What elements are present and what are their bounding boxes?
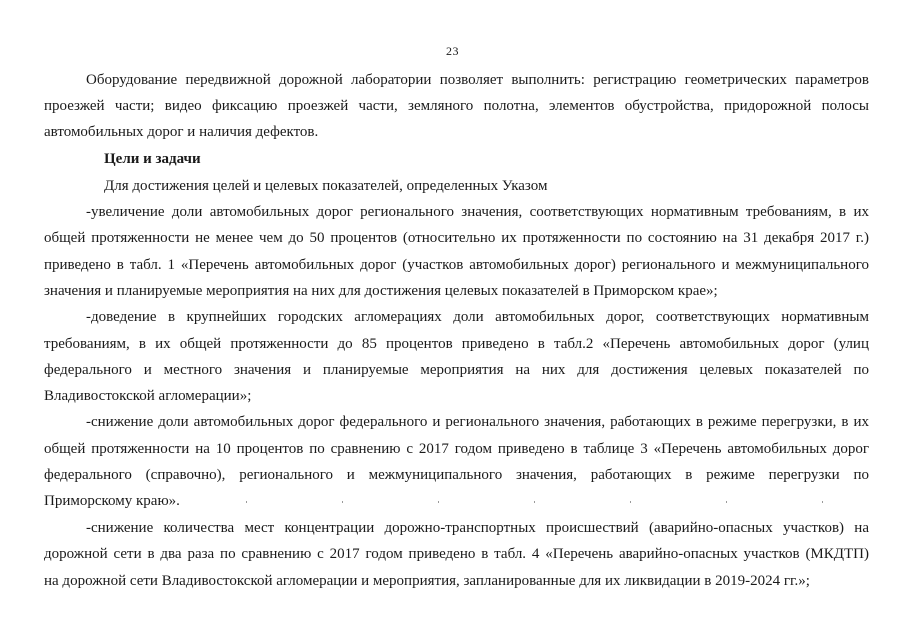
item-4-line-1: -снижение количества мест концентрации дорожно-транспортных происшествий (аварийно-опасных участков) на xyxy=(86,520,869,536)
section-heading: Цели и задачи xyxy=(104,151,201,167)
scan-speck xyxy=(630,501,631,503)
scan-speck xyxy=(438,501,439,503)
item-2-line-4: Владивостокской агломерации»; xyxy=(44,388,252,404)
item-2-line-1: -доведение в крупнейших городских агломерациях доли автомобильных дорог, соответствующих нормативным xyxy=(86,309,869,325)
item-2-line-3: федерального и местного значения и планируемые мероприятия на них для достижения целевых показателей по xyxy=(44,362,869,378)
item-1-line-4: значения и планируемые мероприятия на них для достижения целевых показателей в Приморском крае»; xyxy=(44,283,718,299)
item-3-line-1: -снижение доли автомобильных дорог федерального и регионального значения, работающих в режиме перегрузки, в их xyxy=(86,414,869,430)
item-1-line-3: приведено в табл. 1 «Перечень автомобильных дорог (участков автомобильных дорог) регионального и межмуниципального xyxy=(44,257,869,273)
item-3-line-3: федерального (справочно), регионального и межмуниципального значения, работающих в режиме перегрузки по xyxy=(44,467,869,483)
page-number: 23 xyxy=(446,44,459,58)
item-3-line-2: общей протяженности на 10 процентов по сравнению с 2017 годом приведено в таблице 3 «Перечень автомобильных дорог xyxy=(44,441,869,457)
item-4-line-3: на дорожной сети Владивостокской агломерации и мероприятия, запланированные для их ликвидации в 2019-2024 гг.»; xyxy=(44,573,810,589)
scan-speck xyxy=(246,501,247,503)
intro-line-3: автомобильных дорог и наличия дефектов. xyxy=(44,124,319,140)
item-4-line-2: дорожной сети в два раза по сравнению с 2017 годом приведено в табл. 4 «Перечень аварийно-опасных участков (МКДТП) xyxy=(44,546,869,562)
item-1-line-2: общей протяженности не менее чем до 50 процентов (относительно их протяженности по состоянию на 31 декабря 2017 г.) xyxy=(44,230,869,246)
scan-speck xyxy=(342,501,343,503)
scan-speck xyxy=(534,501,535,503)
intro-line-1: Оборудование передвижной дорожной лаборатории позволяет выполнить: регистрацию геометрических параметров xyxy=(86,72,869,88)
item-2-line-2: требованиям, в их общей протяженности до 85 процентов приведено в табл.2 «Перечень автомобильных дорог (улиц xyxy=(44,336,869,352)
lead-in-text: Для достижения целей и целевых показателей, определенных Указом xyxy=(104,178,548,194)
scan-speck xyxy=(726,501,727,503)
item-3-line-4: Приморскому краю». xyxy=(44,493,180,509)
scan-speck xyxy=(822,501,823,503)
intro-line-2: проезжей части; видео фиксацию проезжей части, земляного полотна, элементов обустройства, придорожной полосы xyxy=(44,98,869,114)
item-1-line-1: -увеличение доли автомобильных дорог регионального значения, соответствующих нормативным требованиям, в их xyxy=(86,204,869,220)
